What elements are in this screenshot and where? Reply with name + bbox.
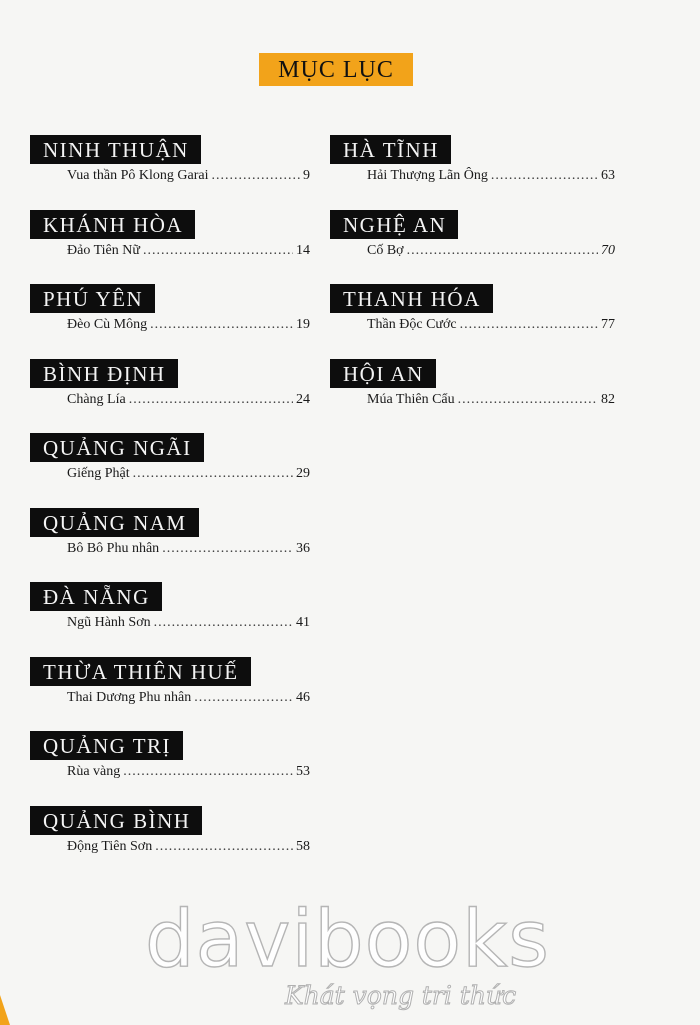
toc-entry[interactable]: [67, 541, 310, 557]
toc-entry[interactable]: [67, 764, 310, 780]
toc-group: [330, 135, 615, 210]
dot-leader: [460, 317, 598, 333]
page-number: 24: [296, 391, 310, 407]
entry-title: Đảo Tiên Nữ: [67, 242, 140, 258]
region-heading: ĐÀ NẴNG: [30, 582, 162, 611]
page-number: 14: [296, 242, 310, 258]
page-number: 58: [296, 838, 310, 854]
dot-leader: [491, 168, 598, 184]
toc-group: [30, 508, 310, 583]
entry-title: Vua thần Pô Klong Garai: [67, 168, 209, 183]
toc-group: [30, 210, 310, 285]
toc-group: [30, 284, 310, 359]
region-heading: KHÁNH HÒA: [30, 210, 195, 239]
page-number: 19: [296, 317, 310, 332]
toc-entry[interactable]: [67, 392, 310, 408]
page-title: MỤC LỤC: [259, 53, 413, 86]
region-heading: PHÚ YÊN: [30, 284, 155, 313]
corner-accent: [0, 995, 10, 1025]
dot-leader: [155, 839, 293, 855]
toc-entry[interactable]: [67, 317, 310, 333]
toc-group: [30, 582, 310, 657]
region-heading: BÌNH ĐỊNH: [30, 359, 178, 388]
entry-title: Thần Độc Cước: [367, 317, 457, 332]
dot-leader: [129, 392, 293, 408]
region-heading: THỪA THIÊN HUẾ: [30, 657, 251, 686]
region-heading: THANH HÓA: [330, 284, 493, 313]
dot-leader: [162, 541, 293, 557]
dot-leader: [123, 764, 293, 780]
entry-title: Hải Thượng Lãn Ông: [367, 168, 488, 183]
dot-leader: [143, 243, 293, 259]
page-number: 77: [601, 317, 615, 332]
toc-entry[interactable]: [367, 317, 615, 333]
toc-group: [330, 359, 615, 434]
toc-entry[interactable]: [67, 466, 310, 482]
toc-entry[interactable]: [367, 243, 615, 259]
page-number: 53: [296, 764, 310, 779]
page-number: 41: [296, 615, 310, 630]
dot-leader: [211, 168, 300, 184]
dot-leader: [407, 243, 598, 259]
toc-left-column: [30, 135, 310, 880]
dot-leader: [150, 317, 293, 333]
dot-leader: [194, 690, 293, 706]
entry-title: Chàng Lía: [67, 391, 126, 407]
entry-title: Ngũ Hành Sơn: [67, 615, 151, 630]
toc-entry[interactable]: [67, 615, 310, 631]
entry-title: Giếng Phật: [67, 466, 130, 481]
page-number: 82: [601, 391, 615, 407]
toc-group: [30, 359, 310, 434]
watermark-brand: davibooks: [145, 895, 550, 985]
toc-entry[interactable]: [67, 168, 310, 184]
region-heading: QUẢNG NAM: [30, 508, 199, 537]
toc-group: [30, 433, 310, 508]
toc-right-column: [330, 135, 615, 433]
entry-title: Rùa vàng: [67, 764, 121, 779]
toc-group: [30, 135, 310, 210]
dot-leader: [458, 392, 598, 408]
region-heading: QUẢNG TRỊ: [30, 731, 183, 760]
region-heading: NGHỆ AN: [330, 210, 458, 239]
toc-group: [330, 210, 615, 285]
dot-leader: [133, 466, 293, 482]
toc-entry[interactable]: [67, 839, 310, 855]
toc-entry[interactable]: [67, 243, 310, 259]
page-number: 46: [296, 689, 310, 705]
entry-title: Bô Bô Phu nhân: [67, 540, 160, 556]
page-number: 9: [303, 168, 310, 183]
entry-title: Thai Dương Phu nhân: [67, 689, 192, 705]
region-heading: QUẢNG BÌNH: [30, 806, 202, 835]
watermark-tagline: Khát vọng tri thức: [285, 981, 517, 1010]
dot-leader: [154, 615, 293, 631]
page-number: 29: [296, 466, 310, 481]
toc-entry[interactable]: [67, 690, 310, 706]
entry-title: Múa Thiên Cẩu: [367, 391, 455, 407]
page-number: 70: [601, 242, 615, 258]
toc-group: [30, 806, 310, 881]
region-heading: QUẢNG NGÃI: [30, 433, 204, 462]
entry-title: Cố Bợ: [367, 242, 404, 258]
entry-title: Đèo Cù Mông: [67, 317, 148, 332]
toc-group: [330, 284, 615, 359]
page-number: 36: [296, 540, 310, 556]
page-number: 63: [601, 168, 615, 183]
toc-entry[interactable]: [367, 168, 615, 184]
toc-group: [30, 657, 310, 732]
toc-group: [30, 731, 310, 806]
region-heading: HỘI AN: [330, 359, 436, 388]
entry-title: Động Tiên Sơn: [67, 838, 153, 854]
region-heading: HÀ TĨNH: [330, 135, 451, 164]
toc-entry[interactable]: [367, 392, 615, 408]
region-heading: NINH THUẬN: [30, 135, 201, 164]
